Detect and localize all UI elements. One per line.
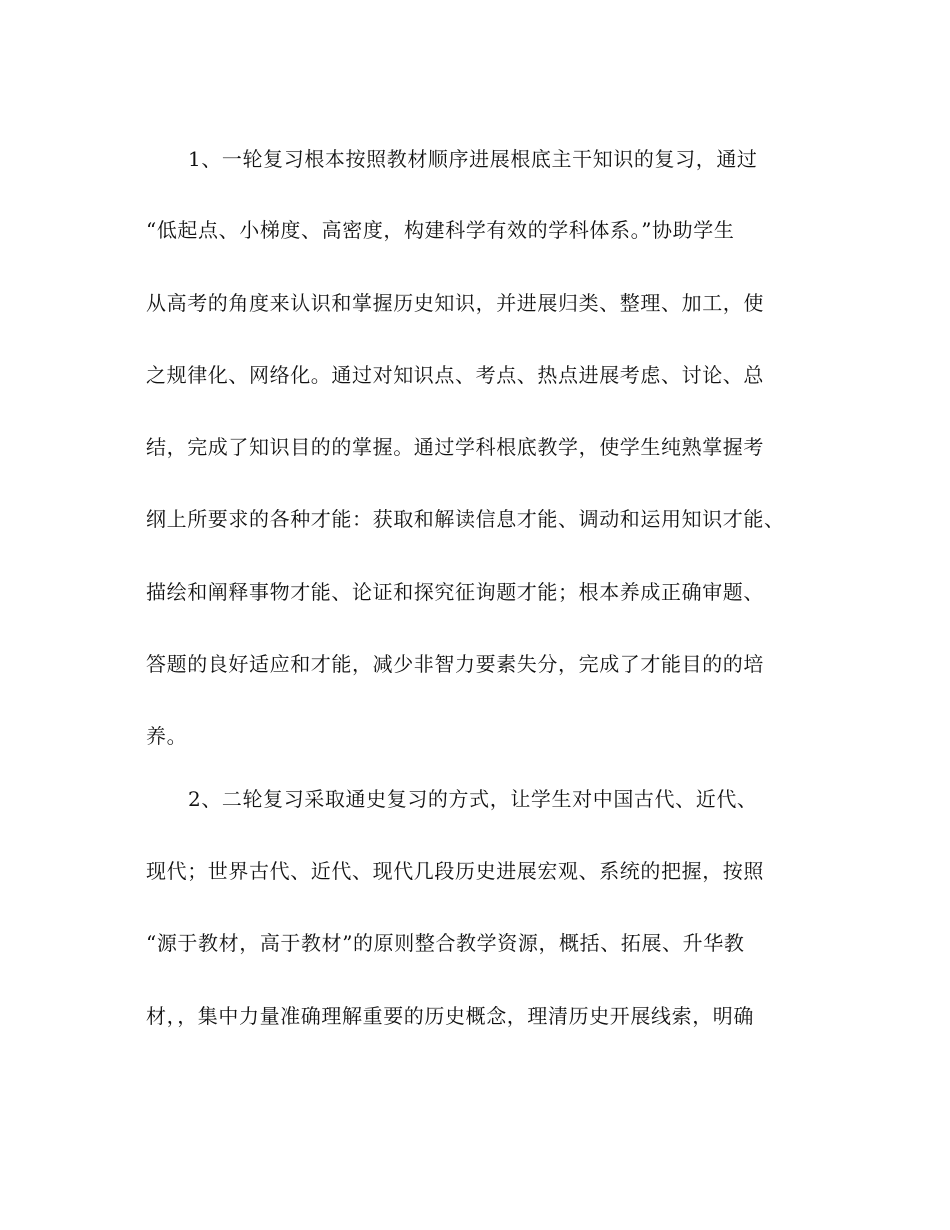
paragraph-1-line-8: 答题的良好适应和才能，减少非智力要素失分，完成了才能目的的培: [146, 652, 764, 676]
paragraph-1-line-7: 描绘和阐释事物才能、论证和探究征询题才能；根本养成正确审题、: [146, 580, 764, 604]
paragraph-1-line-1: 1、一轮复习根本按照教材顺序进展根底主干知识的复习，通过: [188, 147, 758, 171]
paragraph-1-line-3: 从高考的角度来认识和掌握历史知识，并进展归类、整理、加工，使: [146, 291, 764, 315]
paragraph-2-line-2: 现代；世界古代、近代、现代几段历史进展宏观、系统的把握，按照: [146, 859, 764, 883]
paragraph-1-line-6: 纲上所要求的各种才能：获取和解读信息才能、调动和运用知识才能、: [146, 507, 785, 531]
paragraph-1-line-5: 结，完成了知识目的的掌握。通过学科根底教学，使学生纯熟掌握考: [146, 435, 764, 459]
paragraph-2-line-4: 材，，集中力量准确理解重要的历史概念，理清历史开展线索，明确: [146, 1004, 754, 1028]
paragraph-1-line-2: “低起点、小梯度、高密度，构建科学有效的学科体系。”协助学生: [146, 218, 735, 242]
paragraph-2-line-1: 2、二轮复习采取通史复习的方式，让学生对中国古代、近代、: [188, 787, 758, 811]
paragraph-2-line-3: “源于教材，高于教材”的原则整合教学资源，概括、拓展、升华教: [146, 931, 745, 955]
paragraph-1-line-4: 之规律化、网络化。通过对知识点、考点、热点进展考虑、讨论、总: [146, 363, 764, 387]
paragraph-1-line-9: 养。: [146, 724, 188, 748]
